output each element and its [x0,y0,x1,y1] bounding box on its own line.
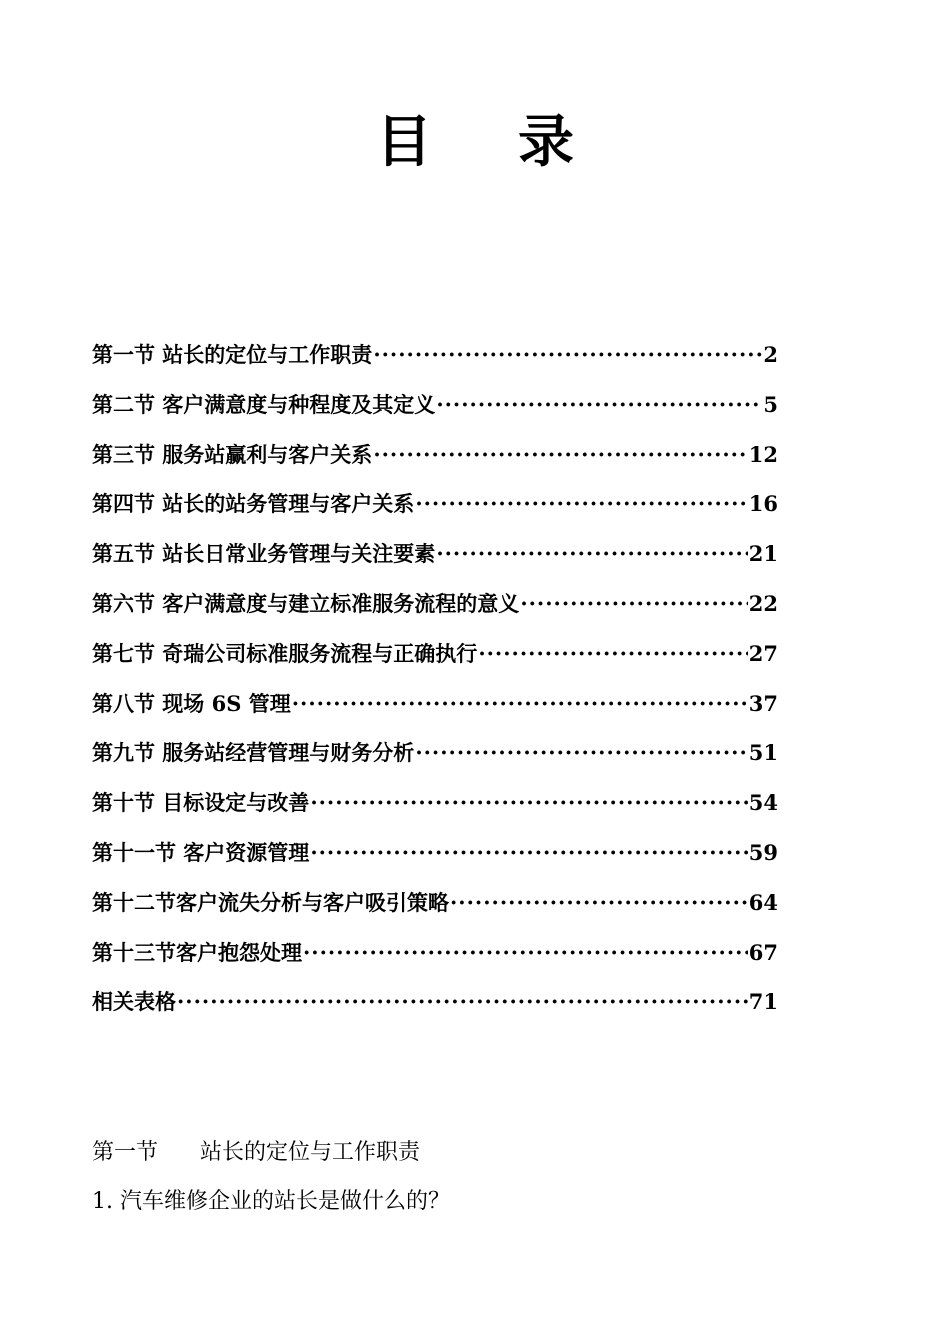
toc-leader-dots [436,529,747,579]
toc-entry-page: 16 [748,491,778,517]
toc-entry-label: 相关表格 [92,989,176,1015]
toc-entry-page: 54 [748,790,778,816]
toc-entry-label: 第二节 客户满意度与种程度及其定义 [92,391,436,417]
toc-entry-page: 21 [748,541,778,567]
toc-entry[interactable] [92,380,778,430]
toc-entry[interactable] [92,479,778,529]
toc-entry-page: 37 [748,690,778,716]
toc-entry-label: 第十三节客户抱怨处理 [92,939,302,965]
toc-leader-dots [415,728,747,778]
toc-entry[interactable] [92,928,778,978]
toc-entry[interactable] [92,579,778,629]
toc-entry-page: 27 [748,640,778,666]
toc-entry[interactable] [92,778,778,828]
page-title [0,108,950,178]
toc-leader-dots [177,977,748,1027]
toc-leader-dots [292,679,748,729]
toc-entry-label: 第五节 站长日常业务管理与关注要素 [92,541,436,567]
toc-entry-label: 第一节 站长的定位与工作职责 [92,342,373,367]
toc-entry-label: 第六节 客户满意度与建立标准服务流程的意义 [92,590,520,616]
toc-entry[interactable] [92,629,778,679]
toc-entry-page: 2 [763,342,778,367]
title-char-2: 录 [518,110,574,175]
toc-entry[interactable] [92,430,778,480]
toc-entry-label: 第十一节 客户资源管理 [92,839,310,865]
toc-entry-label: 第七节 奇瑞公司标准服务流程与正确执行 [92,640,478,666]
toc-leader-dots [450,878,748,928]
toc-entry-page: 71 [748,989,778,1015]
toc-entry-page: 64 [748,889,778,915]
toc-entry-page: 22 [748,590,778,616]
toc-entry[interactable] [92,828,778,878]
toc-entry[interactable] [92,529,778,579]
toc-entry-page: 12 [748,441,778,467]
toc-leader-dots [436,380,762,430]
toc-entry-label: 第九节 服务站经营管理与财务分析 [92,740,415,766]
toc-leader-dots [415,479,747,529]
toc-leader-dots [303,928,748,978]
toc-entry-label: 第八节 现场 6S 管理 [92,690,291,716]
toc-entry[interactable] [92,977,778,1027]
section-heading: 第一节 站长的定位与工作职责 [92,1140,420,1165]
toc-leader-dots [478,629,747,679]
toc-entry-page: 67 [748,939,778,965]
toc-leader-dots [310,778,747,828]
toc-entry-page: 51 [748,740,778,766]
question-text: 1. 汽车维修企业的站长是做什么的？ [92,1189,450,1214]
toc-entry-label: 第十二节客户流失分析与客户吸引策略 [92,889,449,915]
toc-leader-dots [373,430,747,480]
toc-entry-label: 第四节 站长的站务管理与客户关系 [92,491,415,517]
title-char-1: 目 [376,110,432,175]
toc-entry[interactable] [92,878,778,928]
toc-entry-page: 5 [763,391,778,417]
toc-entry-label: 第三节 服务站赢利与客户关系 [92,441,373,467]
toc-leader-dots [520,579,747,629]
toc-entry[interactable] [92,728,778,778]
table-of-contents [92,330,778,1027]
toc-leader-dots [373,330,762,380]
toc-entry-page: 59 [748,839,778,865]
toc-leader-dots [310,828,747,878]
toc-entry[interactable] [92,679,778,729]
toc-entry[interactable] [92,330,778,380]
toc-entry-label: 第十节 目标设定与改善 [92,790,310,816]
